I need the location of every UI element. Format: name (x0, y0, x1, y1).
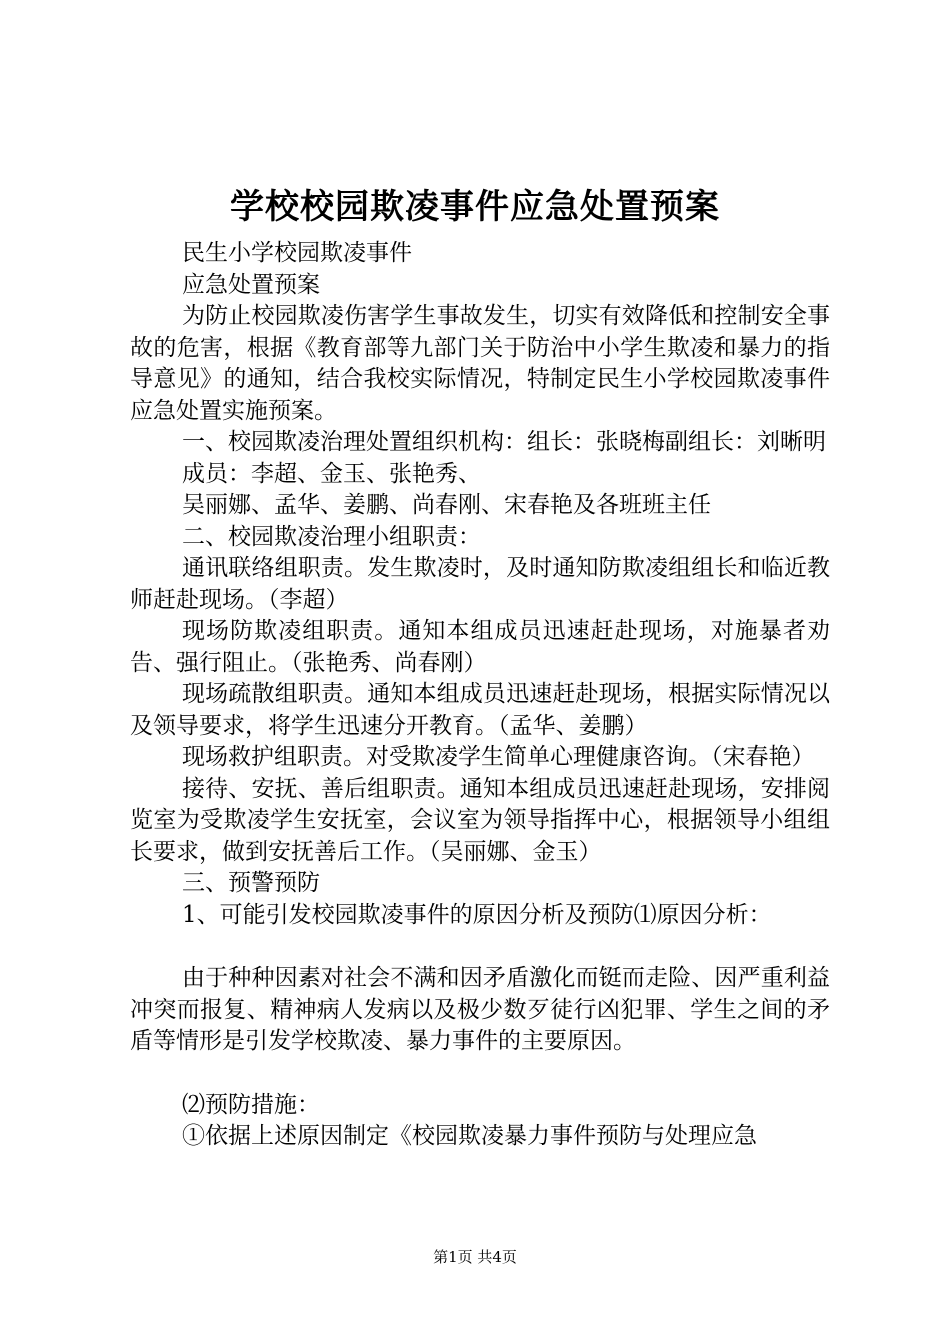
paragraph: 通讯联络组职责。发生欺凌时，及时通知防欺凌组组长和临近教师赶赴现场。（李超） (130, 555, 830, 613)
paragraph: 接待、安抚、善后组职责。通知本组成员迅速赶赴现场，安排阅览室为受欺凌学生安抚室，会议室为领导指挥中心，根据领导小组组长要求，做到安抚善后工作。（吴丽娜、金玉） (130, 775, 830, 865)
paragraph: 吴丽娜、孟华、姜鹏、尚春刚、宋春艳及各班班主任 (182, 492, 711, 518)
paragraph: 二、校园欺凌治理小组职责： (182, 523, 481, 550)
paragraph: 现场救护组职责。对受欺凌学生简单心理健康咨询。（宋春艳） (182, 744, 815, 770)
paragraph: 现场防欺凌组职责。通知本组成员迅速赶赴现场，对施暴者劝告、强行阻止。（张艳秀、尚春刚） (130, 618, 830, 676)
paragraph: 1、可能引发校园欺凌事件的原因分析及预防⑴原因分析： (182, 901, 772, 928)
paragraph: 三、预警预防 (182, 870, 320, 896)
paragraph: 民生小学校园欺凌事件 (182, 240, 412, 266)
document-body (130, 238, 830, 1153)
paragraph: 应急处置预案 (182, 271, 320, 298)
paragraph: 由于种种因素对社会不满和因矛盾激化而铤而走险、因严重利益冲突而报复、精神病人发病以及极少数歹徒行凶犯罪、学生之间的矛盾等情形是引发学校欺凌、暴力事件的主要原因。 (130, 965, 830, 1054)
paragraph: 现场疏散组职责。通知本组成员迅速赶赴现场，根据实际情况以及领导要求，将学生迅速分开教育。（孟华、姜鹏） (130, 681, 830, 739)
paragraph: 一、校园欺凌治理处置组织机构：组长：张晓梅副组长：刘晰明 (182, 429, 826, 455)
document-title: 学校校园欺凌事件应急处置预案 (230, 187, 720, 227)
paragraph: ①依据上述原因制定《校园欺凌暴力事件预防与处理应急 (182, 1123, 757, 1149)
paragraph: 为防止校园欺凌伤害学生事故发生，切实有效降低和控制安全事故的危害，根据《教育部等九部门关于防治中小学生欺凌和暴力的指导意见》的通知，结合我校实际情况，特制定民生小学校园欺凌事件应急处置实施预案。 (130, 303, 830, 424)
page-footer: 第1页 共4页 (433, 1248, 517, 1266)
paragraph: 成员：李超、金玉、张艳秀、 (182, 460, 481, 487)
paragraph: ⑵预防措施： (182, 1091, 320, 1118)
